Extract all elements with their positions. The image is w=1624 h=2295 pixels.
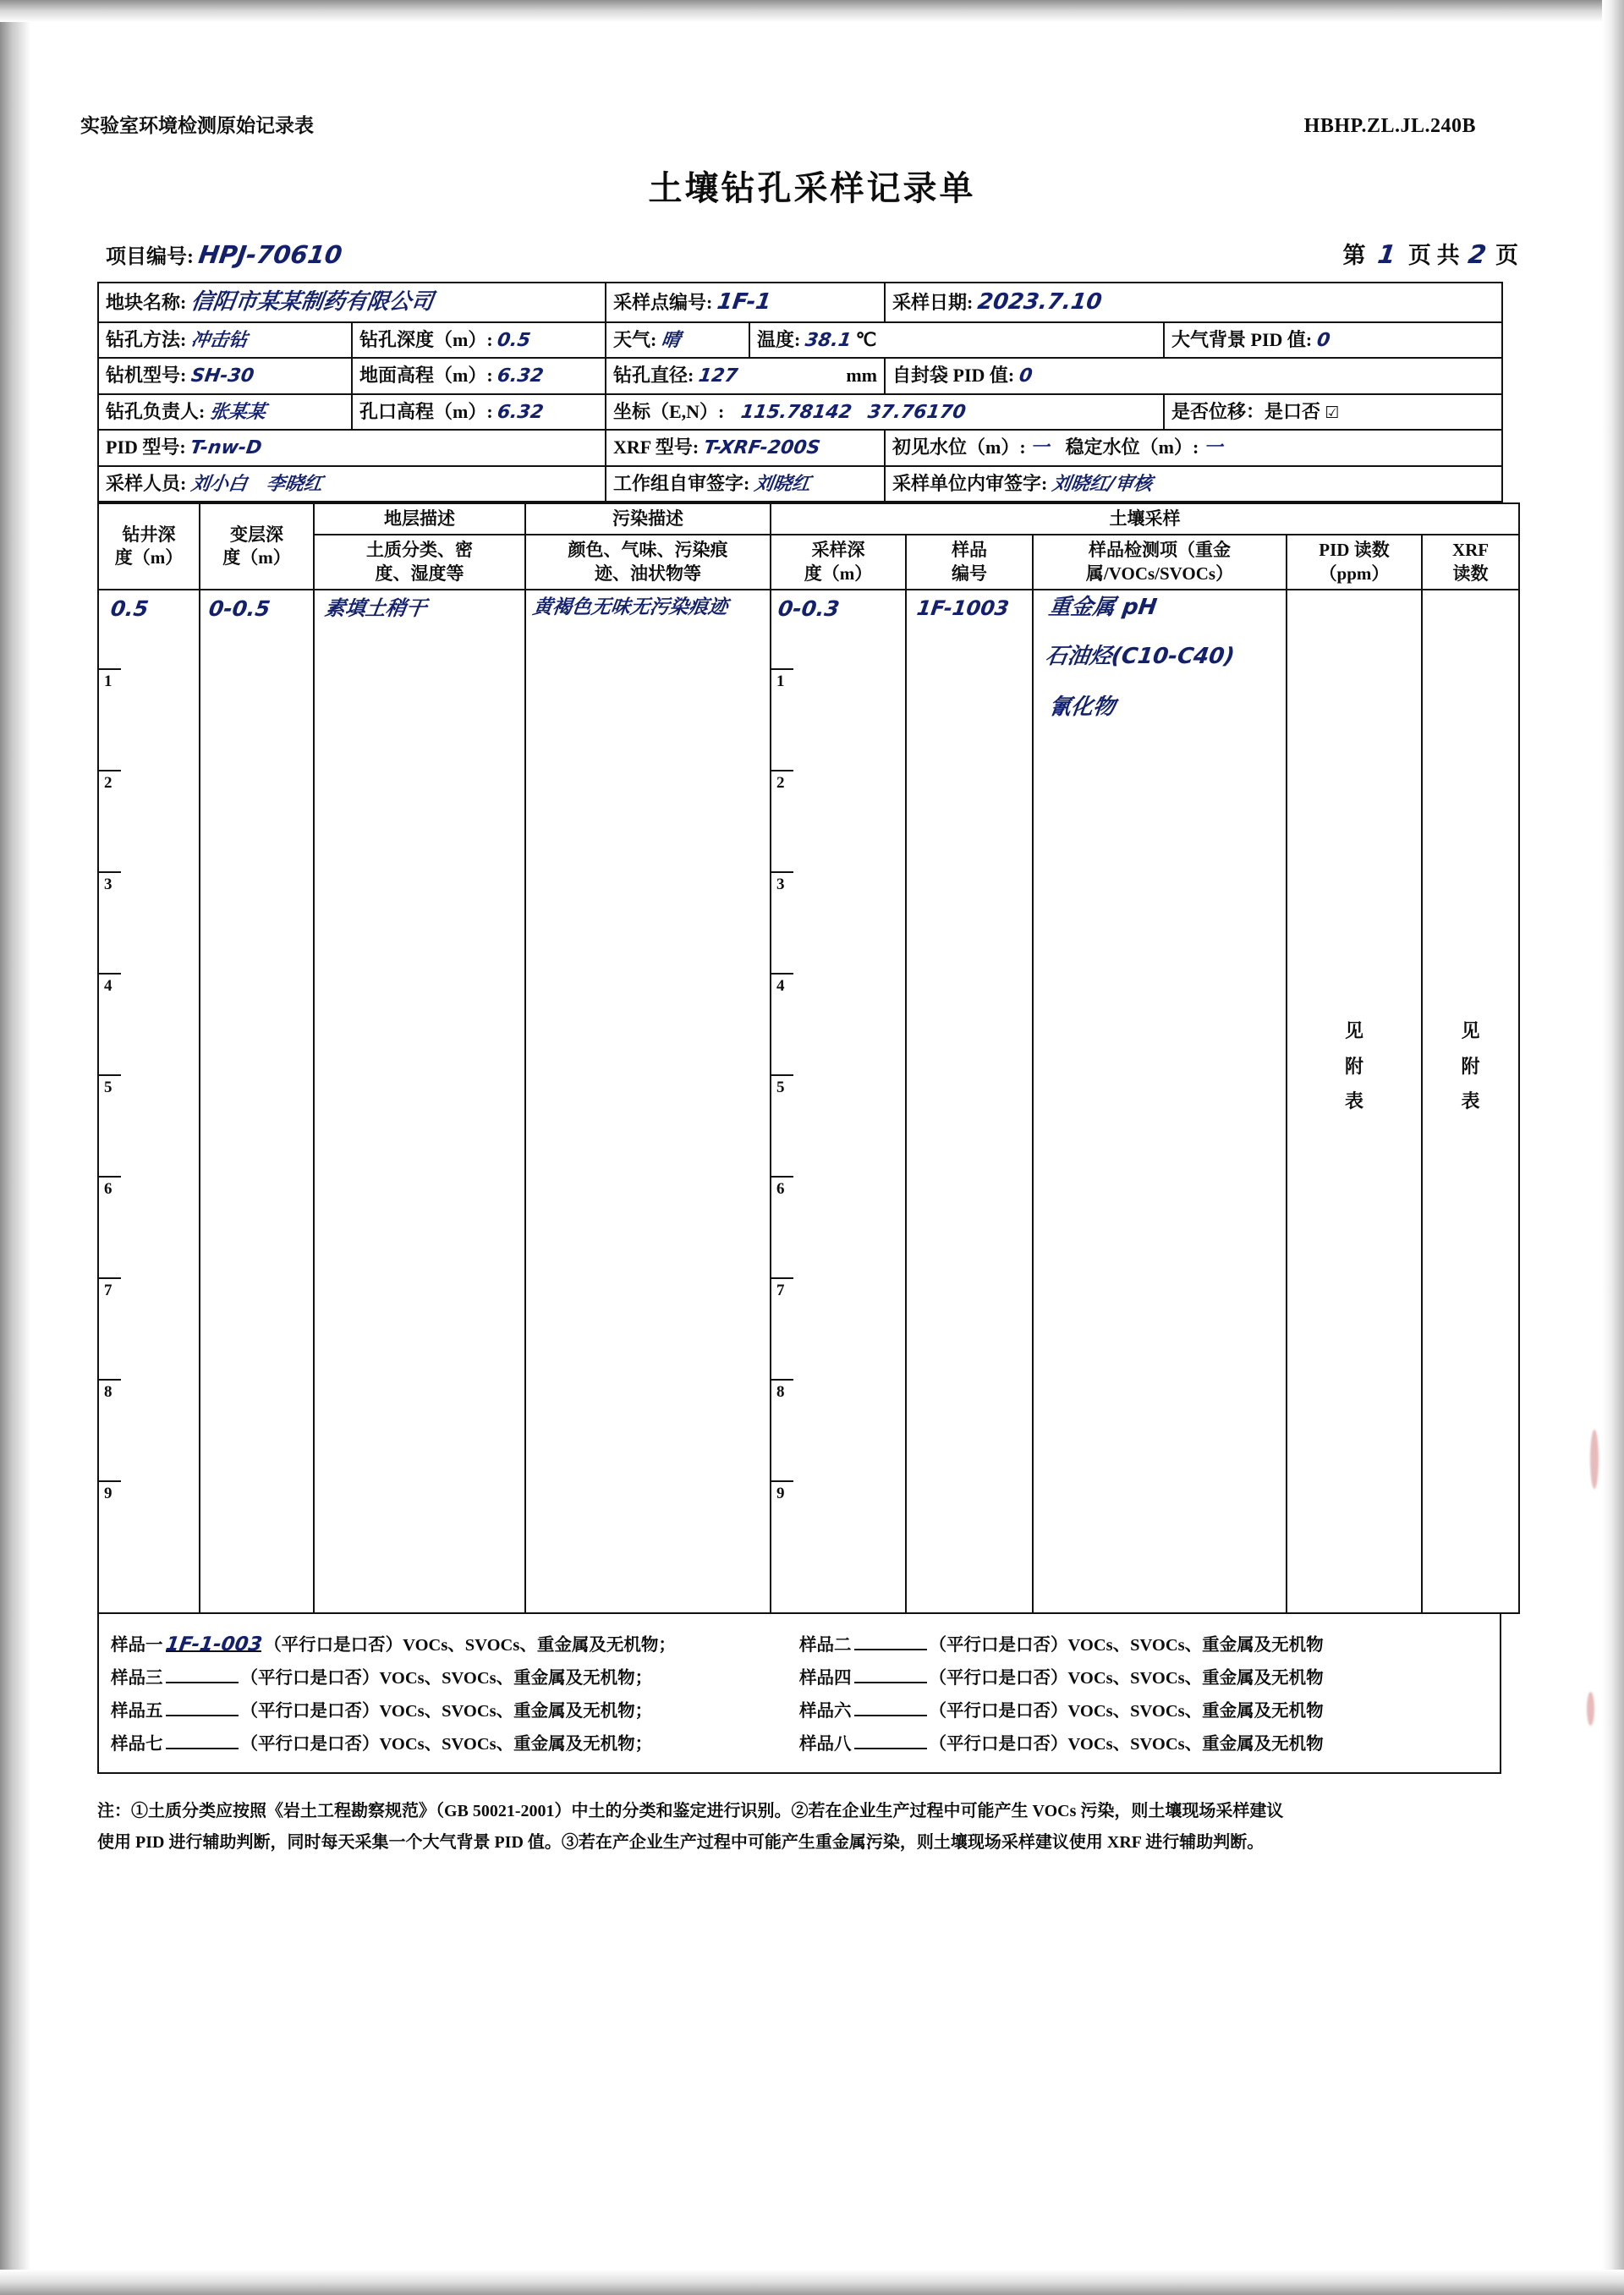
col-layer-depth-line2: 度（m） xyxy=(222,546,291,568)
sample-label: 样品七 xyxy=(111,1734,163,1754)
xrf-see-attachment-note xyxy=(1462,1013,1480,1119)
drill-leader-cell xyxy=(98,394,352,431)
ruler-mark: 8 xyxy=(104,1382,112,1401)
sample-label: 样品六 xyxy=(799,1701,852,1721)
ruler-mark: 1 xyxy=(776,672,785,690)
sample-parallel-text: （平行口是口否）VOCs、SVOCs、重金属及无机物 xyxy=(929,1668,1324,1688)
ruler-mark: 5 xyxy=(104,1078,112,1096)
cell-drill-depth xyxy=(98,590,200,1613)
hole-elevation-label: 孔口高程（m）: xyxy=(359,400,493,422)
footnotes-block xyxy=(97,1796,1501,1859)
ruler-mark: 4 xyxy=(104,976,112,995)
cell-xrf-reading xyxy=(1422,590,1519,1613)
sample-value-input[interactable] xyxy=(166,1698,239,1716)
drill-leader-value: 张某某 xyxy=(208,401,267,423)
block-name-label: 地块名称: xyxy=(106,292,187,313)
stable-water-value: 一 xyxy=(1202,437,1224,458)
col-pid-line2: （ppm） xyxy=(1319,563,1390,584)
ruler-mark: 9 xyxy=(776,1484,785,1502)
scan-artifact-smudge-2 xyxy=(1587,1692,1594,1726)
col-sample-no-line1: 样品 xyxy=(952,540,987,561)
bag-pid-value: 0 xyxy=(1017,365,1034,387)
page-prefix-label: 第 xyxy=(1342,243,1366,268)
ruler-mark: 1 xyxy=(104,672,112,690)
sample-line-row xyxy=(111,1696,1488,1721)
depth-ruler-sampling xyxy=(771,590,905,1612)
sample-value-input[interactable] xyxy=(166,1731,239,1749)
xrf-model-label: XRF 型号: xyxy=(613,436,700,458)
project-number-label: 项目编号: xyxy=(106,246,194,268)
temperature-unit: ℃ xyxy=(855,328,877,350)
cell-stratum-description xyxy=(314,590,525,1613)
footnote-line-2: 使用 PID 进行辅助判断，同时每天采集一个大气背景 PID 值。③若在产企业生产过程中可能产生重金属污染，则土壤现场采样建议使用 XRF 进行辅助判断。 xyxy=(97,1832,1265,1852)
drill-diameter-cell xyxy=(606,358,885,394)
temperature-value: 38.1 xyxy=(804,329,853,351)
self-review-sign-label: 工作组自审签字: xyxy=(613,472,750,494)
form-category-label: 实验室环境检测原始记录表 xyxy=(80,115,314,136)
sample-parallel-text: （平行口是口否）VOCs、SVOCs、重金属及无机物； xyxy=(264,1635,676,1655)
rig-model-value: SH-30 xyxy=(189,365,255,387)
col-pollution-sub-line2: 迹、油状物等 xyxy=(595,563,701,584)
ground-elevation-cell xyxy=(352,358,606,394)
footnote-line-1: 注：①土质分类应按照《岩土工程勘察规范》（GB 50021-2001）中土的分类和鉴定进行识别。②若在企业生产过程中可能产生 VOCs 污染，则土壤现场采样建议 xyxy=(97,1801,1284,1820)
sample-date-value: 2023.7.10 xyxy=(975,289,1104,315)
background-pid-label: 大气背景 PID 值: xyxy=(1171,328,1313,350)
displacement-label: 是否位移：是口否 xyxy=(1171,400,1321,422)
info-row-4 xyxy=(98,394,1502,431)
stable-water-label: 稳定水位（m）: xyxy=(1065,436,1199,458)
project-number-value: HPJ-70610 xyxy=(196,240,344,269)
weather-value: 晴 xyxy=(660,329,682,351)
sample-parallel-text: （平行口是口否）VOCs、SVOCs、重金属及无机物； xyxy=(240,1734,653,1754)
value-stratum-description: 素填土稍干 xyxy=(323,596,429,620)
ruler-mark: 3 xyxy=(104,875,112,893)
ruler-mark: 6 xyxy=(776,1179,785,1198)
sample-value-input[interactable] xyxy=(854,1665,927,1683)
sampling-staff-value-1: 刘小白 xyxy=(189,473,249,495)
page-edge-shadow-bottom xyxy=(0,2270,1624,2295)
background-pid-value: 0 xyxy=(1314,329,1331,351)
col-layer-depth-header xyxy=(200,503,314,590)
col-drill-depth-line1: 钻井深 xyxy=(122,524,176,545)
sample-parallel-text: （平行口是口否）VOCs、SVOCs、重金属及无机物 xyxy=(929,1734,1324,1754)
unit-review-sign-cell xyxy=(885,466,1502,502)
point-no-cell xyxy=(606,283,885,322)
unit-review-sign-label: 采样单位内审签字: xyxy=(892,472,1048,494)
col-pid-reading-header xyxy=(1287,535,1422,590)
sample-line-row xyxy=(111,1663,1488,1688)
point-no-value: 1F-1 xyxy=(715,289,773,315)
col-stratum-sub-line1: 土质分类、密 xyxy=(366,540,473,561)
info-row-6 xyxy=(98,466,1502,502)
ruler-mark: 7 xyxy=(104,1281,112,1299)
col-test-items-header xyxy=(1033,535,1287,590)
sample-value-input[interactable] xyxy=(166,1665,239,1683)
document-header-row xyxy=(80,110,1544,138)
sample-entry xyxy=(111,1729,799,1754)
info-row-3 xyxy=(98,358,1502,394)
value-sample-depth: 0-0.3 xyxy=(776,596,842,621)
weather-label: 天气: xyxy=(613,328,657,350)
borehole-log-table xyxy=(97,502,1520,1614)
ground-elevation-value: 6.32 xyxy=(496,365,546,387)
drill-depth-value: 0.5 xyxy=(496,329,532,351)
cell-test-items xyxy=(1033,590,1287,1613)
cell-pid-reading xyxy=(1287,590,1422,1613)
page-current-value: 1 xyxy=(1375,240,1398,270)
col-sample-no-line2: 编号 xyxy=(952,563,987,584)
coordinate-north-value: 37.76170 xyxy=(866,401,968,423)
info-row-2 xyxy=(98,322,1502,359)
sample-entry xyxy=(111,1630,799,1655)
cell-sample-depth xyxy=(771,590,906,1613)
sample-label: 样品二 xyxy=(799,1635,852,1655)
col-layer-depth-line1: 变层深 xyxy=(230,524,283,545)
scan-artifact-smudge xyxy=(1590,1430,1599,1489)
hole-elevation-cell xyxy=(352,394,606,431)
sample-entry xyxy=(111,1663,799,1688)
sample-label: 样品八 xyxy=(799,1734,852,1754)
ruler-mark: 3 xyxy=(776,875,785,893)
col-stratum-desc-subheader xyxy=(314,535,525,590)
ground-elevation-label: 地面高程（m）: xyxy=(359,365,493,386)
background-pid-cell xyxy=(1164,322,1502,359)
sample-label: 样品五 xyxy=(111,1701,163,1721)
col-drill-depth-line2: 度（m） xyxy=(114,546,184,568)
self-review-sign-cell xyxy=(606,466,885,502)
col-pollution-desc-subheader xyxy=(525,535,771,590)
sample-parallel-text: （平行口是口否）VOCs、SVOCs、重金属及无机物 xyxy=(929,1635,1324,1655)
sample-value: 1F-1-003 xyxy=(163,1633,264,1655)
drill-diameter-label: 钻孔直径: xyxy=(613,365,694,386)
col-sample-depth-line2: 度（m） xyxy=(804,563,873,584)
col-sample-depth-header xyxy=(771,535,906,590)
sample-line-row xyxy=(111,1630,1488,1655)
sample-label: 样品四 xyxy=(799,1668,852,1688)
ruler-mark: 5 xyxy=(776,1078,785,1096)
bag-pid-label: 自封袋 PID 值: xyxy=(892,365,1015,386)
sample-parallel-text: （平行口是口否）VOCs、SVOCs、重金属及无机物； xyxy=(240,1701,653,1721)
col-pid-line1: PID 读数 xyxy=(1319,540,1390,561)
coordinate-east-value: 115.78142 xyxy=(739,401,853,423)
xrf-note-char-3: 表 xyxy=(1461,1090,1480,1112)
drill-depth-label: 钻孔深度（m）: xyxy=(359,328,493,350)
col-stratum-desc-header: 地层描述 xyxy=(314,503,525,535)
document-code: HBHP.ZL.JL.240B xyxy=(1303,115,1476,137)
project-number-field xyxy=(106,239,342,269)
temperature-label: 温度: xyxy=(757,328,801,350)
sample-line-row xyxy=(111,1729,1488,1754)
cell-pollution-description xyxy=(525,590,771,1613)
sample-entry xyxy=(799,1729,1488,1754)
cell-layer-depth xyxy=(200,590,314,1613)
col-sample-depth-line1: 采样深 xyxy=(811,540,865,561)
sample-value-input[interactable] xyxy=(854,1731,927,1749)
rig-model-label: 钻机型号: xyxy=(106,365,187,386)
sample-label: 样品三 xyxy=(111,1668,163,1688)
xrf-note-char-2: 附 xyxy=(1461,1055,1480,1077)
col-pollution-desc-header: 污染描述 xyxy=(525,503,771,535)
sample-entry xyxy=(799,1630,1488,1655)
sampling-staff-cell xyxy=(98,466,606,502)
coordinate-cell xyxy=(606,394,1164,431)
value-test-items-1: 重金属 pH xyxy=(1047,594,1159,620)
water-level-cell xyxy=(885,430,1502,466)
page-suffix-label: 页 xyxy=(1495,243,1518,268)
ruler-mark: 2 xyxy=(776,773,785,792)
value-drill-depth: 0.5 xyxy=(109,596,151,621)
cell-sample-number xyxy=(906,590,1033,1613)
page-edge-shadow-left xyxy=(0,0,30,2295)
sample-label: 样品一 xyxy=(111,1635,163,1655)
pid-see-attachment-note xyxy=(1345,1013,1363,1119)
col-pollution-sub-line1: 颜色、气味、污染痕 xyxy=(568,540,728,561)
col-test-items-line2: 属/VOCs/SVOCs） xyxy=(1085,563,1234,584)
sample-date-label: 采样日期: xyxy=(892,292,974,313)
page-number-field xyxy=(1343,237,1519,270)
sample-date-cell xyxy=(885,283,1502,322)
header-info-table xyxy=(97,282,1503,502)
value-pollution-description: 黄褐色无味无污染痕迹 xyxy=(531,596,729,618)
ruler-mark: 2 xyxy=(104,773,112,792)
bag-pid-cell xyxy=(885,358,1502,394)
unit-review-sign-value: 刘晓红/审核 xyxy=(1051,473,1154,495)
pid-note-char-2: 附 xyxy=(1344,1055,1364,1077)
weather-cell xyxy=(606,322,749,359)
drill-diameter-unit: mm xyxy=(846,365,877,386)
value-sample-number: 1F-1003 xyxy=(915,596,1011,620)
value-layer-depth: 0-0.5 xyxy=(207,596,272,621)
temperature-cell xyxy=(749,322,1164,359)
col-stratum-sub-line2: 度、湿度等 xyxy=(375,563,464,584)
sample-entry xyxy=(111,1696,799,1721)
drill-method-value: 冲击钻 xyxy=(189,329,249,351)
log-header-row-1 xyxy=(98,503,1519,535)
depth-ruler-left xyxy=(99,590,199,1612)
sampling-staff-value-2: 李晓红 xyxy=(265,473,325,495)
self-review-sign-value: 刘晓红 xyxy=(753,473,812,495)
drill-method-cell xyxy=(98,322,352,359)
pid-model-cell xyxy=(98,430,606,466)
pid-note-char-3: 表 xyxy=(1344,1090,1364,1112)
page-edge-shadow-top xyxy=(0,0,1624,22)
page-title: 土壤钻孔采样记录单 xyxy=(648,169,976,207)
xrf-model-value: T-XRF-200S xyxy=(702,437,821,458)
hole-elevation-value: 6.32 xyxy=(496,401,546,423)
block-name-cell xyxy=(98,283,606,322)
value-test-items-2: 石油烃(C10-C40) xyxy=(1044,643,1237,669)
col-test-items-line1: 样品检测项（重金 xyxy=(1089,540,1231,561)
ruler-mark: 4 xyxy=(776,976,785,995)
col-xrf-line2: 读数 xyxy=(1452,563,1489,584)
project-and-page-row xyxy=(80,237,1544,270)
info-row-5 xyxy=(98,430,1502,466)
first-water-value: 一 xyxy=(1029,437,1051,458)
sample-parallel-text: （平行口是口否）VOCs、SVOCs、重金属及无机物； xyxy=(240,1668,653,1688)
value-test-items-3: 氰化物 xyxy=(1047,694,1117,720)
sample-value-input[interactable] xyxy=(854,1632,927,1650)
pid-model-label: PID 型号: xyxy=(106,436,186,458)
xrf-note-char-1: 见 xyxy=(1461,1019,1480,1041)
ruler-mark: 8 xyxy=(776,1382,785,1401)
sample-value-input[interactable] xyxy=(163,1633,264,1655)
displacement-checkbox-checked[interactable]: ☑ xyxy=(1325,403,1340,422)
col-xrf-reading-header xyxy=(1422,535,1519,590)
sample-parallel-text: （平行口是口否）VOCs、SVOCs、重金属及无机物 xyxy=(929,1701,1324,1721)
page-mid-label: 页 共 xyxy=(1407,243,1460,268)
info-row-1 xyxy=(98,283,1502,322)
drill-leader-label: 钻孔负责人: xyxy=(106,400,206,422)
ruler-mark: 6 xyxy=(104,1179,112,1198)
pid-model-value: T-nw-D xyxy=(189,437,264,458)
sample-entry xyxy=(799,1663,1488,1688)
page-total-value: 2 xyxy=(1466,240,1489,270)
drill-diameter-value: 127 xyxy=(697,365,739,387)
rig-model-cell xyxy=(98,358,352,394)
ruler-mark: 9 xyxy=(104,1484,112,1502)
point-no-label: 采样点编号: xyxy=(613,292,713,313)
col-drill-depth-header xyxy=(98,503,200,590)
col-sample-no-header xyxy=(906,535,1033,590)
drill-method-label: 钻孔方法: xyxy=(106,328,187,350)
drill-depth-cell xyxy=(352,322,606,359)
ruler-mark: 7 xyxy=(776,1281,785,1299)
xrf-model-cell xyxy=(606,430,885,466)
sampling-staff-label: 采样人员: xyxy=(106,472,187,494)
sample-entry xyxy=(799,1696,1488,1721)
sample-value-input[interactable] xyxy=(854,1698,927,1716)
first-water-label: 初见水位（m）: xyxy=(892,436,1026,458)
coordinate-label: 坐标（E,N）: xyxy=(613,400,725,422)
log-data-row xyxy=(98,590,1519,1613)
col-xrf-line1: XRF xyxy=(1451,540,1490,561)
pid-note-char-1: 见 xyxy=(1344,1019,1364,1041)
col-soil-sampling-group-header: 土壤采样 xyxy=(771,503,1519,535)
displacement-cell xyxy=(1164,394,1502,431)
sample-declaration-block xyxy=(97,1614,1501,1774)
page-edge-shadow-right xyxy=(1602,0,1624,2295)
block-name-value: 信阳市某某制药有限公司 xyxy=(189,289,435,315)
